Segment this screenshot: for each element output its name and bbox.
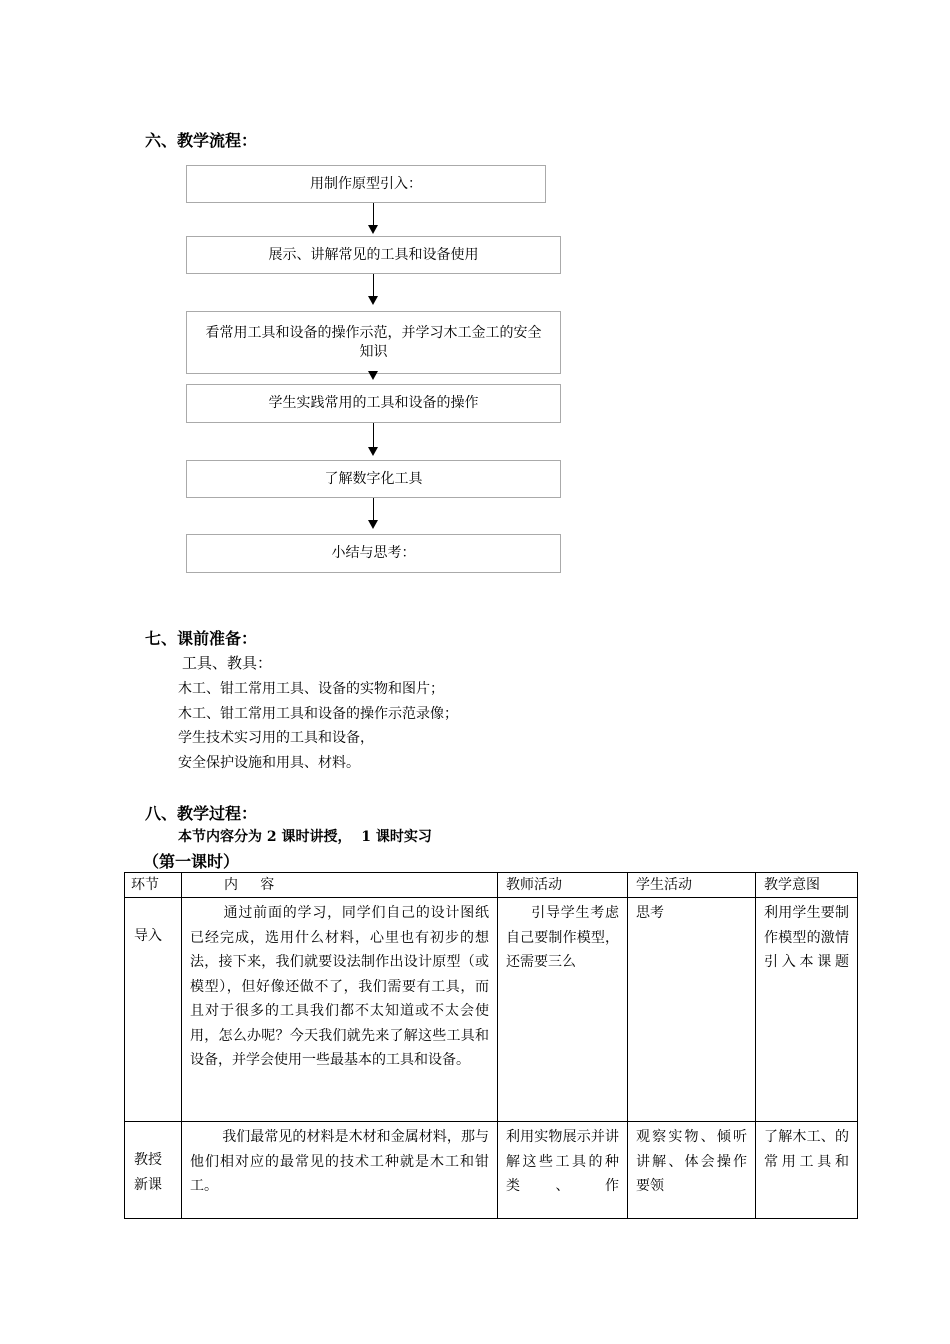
section7-heading: 七、课前准备： <box>145 629 258 648</box>
section8-heading: 八、教学过程： <box>145 804 258 823</box>
row-new-teacher: 利用实物展示并讲解这些工具的种类、作 <box>498 1122 628 1219</box>
lesson-note: 本节内容分为 2 课时讲授， 1 课时实习 <box>178 829 432 845</box>
table-row <box>125 898 858 1122</box>
header-stage: 环节 <box>125 873 182 898</box>
flow-arrow-head-2 <box>368 296 378 305</box>
flow-step-1: 用制作原型引入： <box>186 165 546 203</box>
row-new-student: 观察实物、倾听讲解、体会操作要领 <box>628 1122 756 1219</box>
teaching-process-table <box>124 872 858 1219</box>
flow-arrow-1 <box>373 203 374 225</box>
flow-arrow-4 <box>373 423 374 447</box>
row-intro-intent: 利用学生要制作模型的激情引入本课题 <box>756 898 858 1122</box>
header-content: 内 容 <box>182 873 498 898</box>
flow-step-2: 展示、讲解常见的工具和设备使用 <box>186 236 561 274</box>
section7-subheading: 工具、教具： <box>182 654 273 672</box>
lesson-title: （第一课时） <box>143 852 240 871</box>
flow-arrow-2 <box>373 274 374 296</box>
row-intro-content: 通过前面的学习，同学们自己的设计图纸已经完成，选用什么材料，心里也有初步的想法，接下来，我们就要设法制作出设计原型（或模型），但好像还做不了，我们需要有工具，而且对于很多的工具我们都不太知道或不太会使用，怎么办呢？今天我们就先来了解这些工具和设备，并学会使用一些最基本的工具和设备。 <box>182 898 498 1122</box>
flow-arrow-head-1 <box>368 225 378 234</box>
row-intro-stage: 导入 <box>125 898 182 1122</box>
flow-step-5: 了解数字化工具 <box>186 460 561 498</box>
row-new-intent: 了解木工、的常用工具和 <box>756 1122 858 1219</box>
prep-item-3: 学生技术实习用的工具和设备， <box>178 730 374 746</box>
table-row <box>125 1122 858 1219</box>
table-header-row <box>125 873 858 898</box>
section6-heading: 六、教学流程： <box>145 131 258 150</box>
flow-arrow-5 <box>373 498 374 520</box>
flow-step-4: 学生实践常用的工具和设备的操作 <box>186 384 561 423</box>
row-new-stage: 教授新课 <box>125 1122 182 1219</box>
header-intent: 教学意图 <box>756 873 858 898</box>
flow-arrow-head-3 <box>368 371 378 380</box>
flow-step-6: 小结与思考： <box>186 534 561 573</box>
row-intro-teacher: 引导学生考虑自己要制作模型，还需要三么 <box>498 898 628 1122</box>
header-teacher: 教师活动 <box>498 873 628 898</box>
prep-item-1: 木工、钳工常用工具、设备的实物和图片； <box>178 681 444 697</box>
prep-item-2: 木工、钳工常用工具和设备的操作示范录像； <box>178 706 458 722</box>
flow-step-3: 看常用工具和设备的操作示范，并学习木工金工的安全知识 <box>186 311 561 374</box>
flow-arrow-head-4 <box>368 447 378 456</box>
row-intro-student: 思考 <box>628 898 756 1122</box>
header-student: 学生活动 <box>628 873 756 898</box>
row-new-content: 我们最常见的材料是木材和金属材料，那与他们相对应的最常见的技术工种就是木工和钳工。 <box>182 1122 498 1219</box>
flow-arrow-head-5 <box>368 520 378 529</box>
prep-item-4: 安全保护设施和用具、材料。 <box>178 755 360 771</box>
